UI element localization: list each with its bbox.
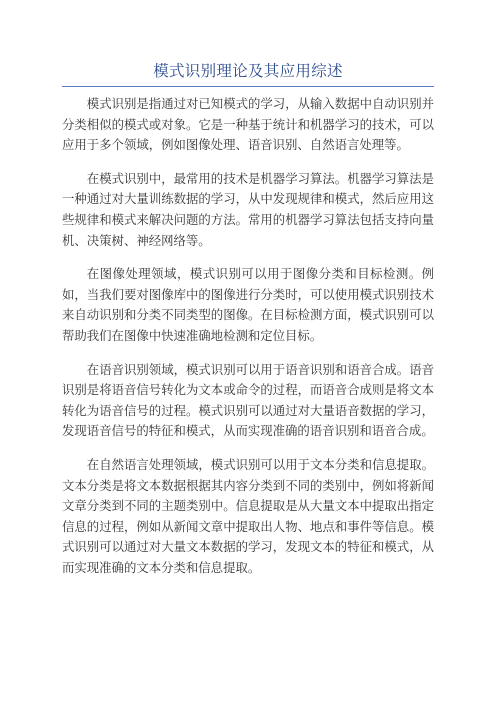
document-title: 模式识别理论及其应用综述 (153, 62, 343, 80)
paragraph-image-processing: 在图像处理领域，模式识别可以用于图像分类和目标检测。例如，当我们要对图像库中的图像进行分类时，可以使用模式识别技术来自动识别和分类不同类型的图像。在目标检测方面，模式识别可以帮助我们在图像中快速准确地检测和定位目标。 (62, 266, 434, 343)
document-body (62, 94, 434, 591)
paragraph-intro: 模式识别是指通过对已知模式的学习，从输入数据中自动识别并分类相似的模式或对象。它是一种基于统计和机器学习的技术，可以应用于多个领域，例如图像处理、语音识别、自然语言处理等。 (62, 96, 434, 153)
title-underline (62, 86, 434, 87)
paragraph-natural-language-processing: 在自然语言处理领域，模式识别可以用于文本分类和信息提取。文本分类是将文本数据根据其内容分类到不同的类别中，例如将新闻文章分类到不同的主题类别中。信息提取是从大量文本中提取出指定信息的过程，例如从新闻文章中提取出人物、地点和事件等信息。模式识别可以通过对大量文本数据的学习，发现文本的特征和模式，从而实现准确的文本分类和信息提取。 (62, 456, 434, 575)
paragraph-machine-learning: 在模式识别中，最常用的技术是机器学习算法。机器学习算法是一种通过对大量训练数据的学习，从中发现规律和模式，然后应用这些规律和模式来解决问题的方法。常用的机器学习算法包括支持向量机、决策树、神经网络等。 (62, 170, 434, 248)
paragraph-speech-recognition: 在语音识别领域，模式识别可以用于语音识别和语音合成。语音识别是将语音信号转化为文本或命令的过程，而语音合成则是将文本转化为语音信号的过程。模式识别可以通过对大量语音数据的学习，发现语音信号的特征和模式，从而实现准确的语音识别和语音合成。 (62, 361, 434, 439)
